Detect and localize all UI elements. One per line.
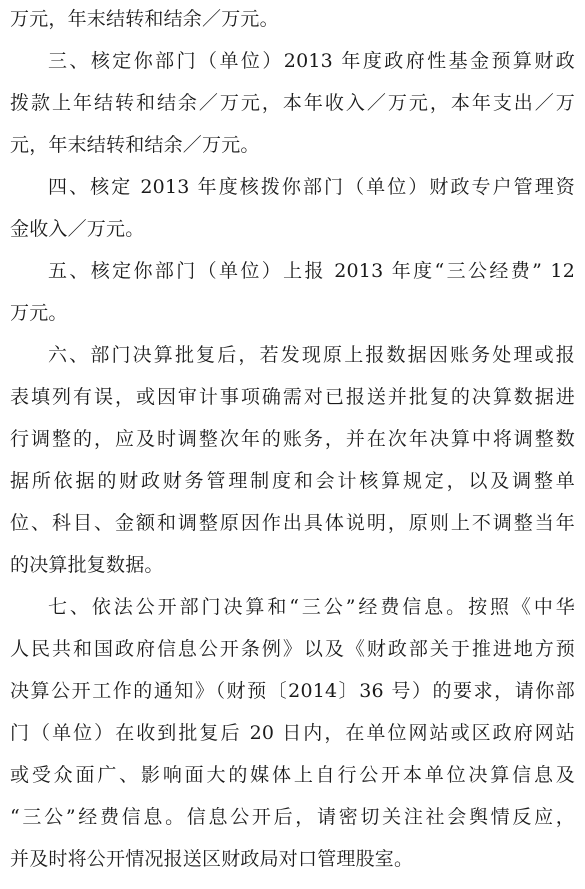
text-line: 据所依据的财政财务管理制度和会计核算规定，以及调整单 [10,470,575,492]
text-line: 人民共和国政府信息公开条例》以及《财政部关于推进地方预 [10,638,575,660]
text-line: 表填列有误，或因审计事项确需对已报送并批复的决算数据进 [10,386,575,408]
text-line: 万元，年末结转和结余／万元。 [10,8,279,30]
section-7-heading-line: 七、依法公开部门决算和“三公”经费信息。按照《中华 [48,596,575,618]
section-5-heading-line: 五、核定你部门（单位）上报 2013 年度“三公经费” 12 [48,260,575,282]
text-line: 万元。 [10,302,68,324]
text-line: 元，年末结转和结余／万元。 [10,134,260,156]
text-line: 决算公开工作的通知》（财预〔2014〕36 号）的要求，请你部 [10,680,575,702]
text-line: 门（单位）在收到批复后 20 日内，在单位网站或区政府网站 [10,722,575,744]
section-3-heading-line: 三、核定你部门（单位）2013 年度政府性基金预算财政 [48,50,575,72]
text-line: 或受众面广、影响面大的媒体上自行公开本单位决算信息及 [10,764,575,786]
text-line: 拨款上年结转和结余／万元，本年收入／万元，本年支出／万 [10,92,575,114]
text-line: 的决算批复数据。 [10,554,164,576]
text-line: 金收入／万元。 [10,218,145,240]
text-line: 并及时将公开情况报送区财政局对口管理股室。 [10,848,414,870]
text-line: 位、科目、金额和调整原因作出具体说明，原则上不调整当年 [10,512,575,534]
section-6-heading-line: 六、部门决算批复后，若发现原上报数据因账务处理或报 [48,344,575,366]
text-line: 行调整的，应及时调整次年的账务，并在次年决算中将调整数 [10,428,575,450]
text-line: “三公”经费信息。信息公开后，请密切关注社会舆情反应， [10,806,575,828]
section-4-heading-line: 四、核定 2013 年度核拨你部门（单位）财政专户管理资 [48,176,575,198]
